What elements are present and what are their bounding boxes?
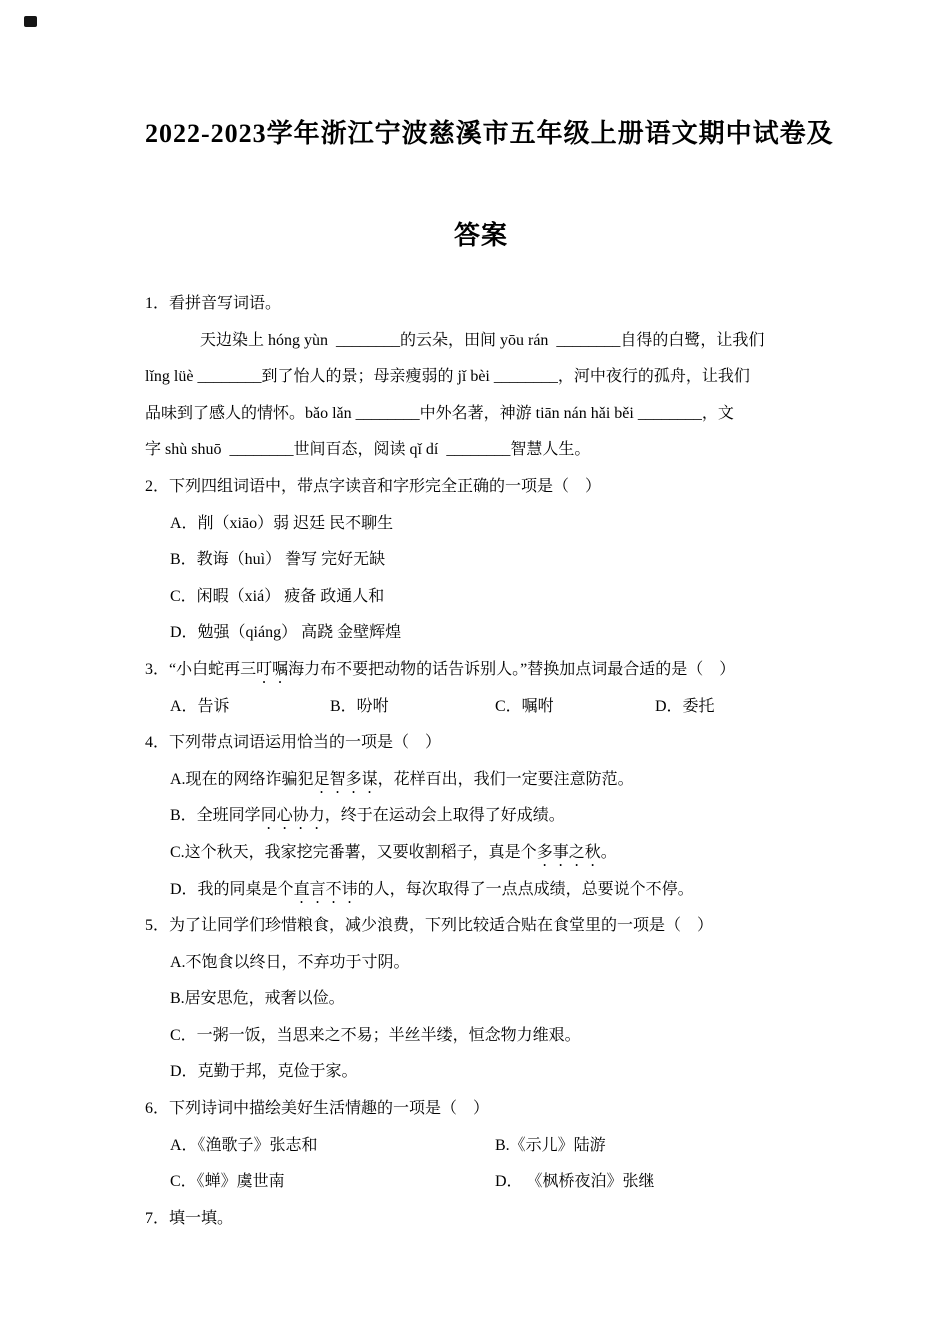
- option-line: [145, 689, 817, 726]
- question-stem: 2．下列四组词语中，带点字读音和字形完全正确的一项是（ ）: [145, 477, 602, 495]
- emphasized-word: 同心协力: [260, 807, 325, 825]
- text-segment: A.现在的网络诈骗犯: [170, 770, 314, 788]
- document-title-line2: 答案: [453, 221, 508, 250]
- question-stem: [145, 652, 817, 689]
- paragraph-line: 字 shù shuō ________世间百态，阅读 qǐ dí ________智慧人生。: [145, 441, 591, 459]
- option-item: C．《蝉》虞世南: [170, 1173, 285, 1191]
- option-line: D．勉强（qiáng） 高跷 金壁辉煌: [170, 624, 402, 642]
- option-line: A.不饱食以终日，不弃功于寸阴。: [170, 953, 410, 971]
- option-line: B．教诲（huì） 誊写 完好无缺: [170, 551, 386, 569]
- option-line: [145, 835, 817, 872]
- option-line: [145, 1164, 817, 1201]
- text-segment: ，花样百出，我们一定要注意防范。: [377, 770, 634, 788]
- emphasized-word: 足智多谋: [313, 770, 378, 788]
- option-line: D．克勤于邦，克俭于家。: [170, 1063, 358, 1081]
- text-segment: B．全班同学: [170, 807, 261, 825]
- option-item: B.《示儿》陆游: [495, 1136, 606, 1154]
- text-segment: ，终于在运动会上取得了好成绩。: [324, 807, 565, 825]
- option-item: D． 《枫桥夜泊》张继: [495, 1173, 655, 1191]
- option-item: A．告诉: [170, 697, 230, 715]
- option-line: C．闲暇（xiá） 疲备 政通人和: [170, 587, 385, 605]
- document-content: [145, 0, 834, 1237]
- question-stem: 7．填一填。: [145, 1209, 234, 1227]
- paragraph-line: lǐng lüè ________到了怡人的景；母亲瘦弱的 jǐ bèi ________，河中夜行的孤舟，让我们: [145, 368, 750, 386]
- emphasized-word: 多事之秋: [536, 843, 601, 861]
- option-line: [145, 798, 817, 835]
- option-item: C．嘱咐: [495, 697, 554, 715]
- option-line: [145, 1128, 817, 1165]
- option-line: C．一粥一饭，当思来之不易；半丝半缕，恒念物力维艰。: [170, 1026, 581, 1044]
- emphasized-word: 直言不讳: [293, 880, 358, 898]
- option-line: [145, 762, 817, 799]
- document-title-line1: 2022-2023学年浙江宁波慈溪市五年级上册语文期中试卷及: [145, 119, 834, 148]
- question-stem: 5．为了让同学们珍惜粮食，减少浪费，下列比较适合贴在食堂里的一项是（ ）: [145, 917, 714, 935]
- option-line: B.居安思危，戒奢以俭。: [170, 990, 345, 1008]
- option-item: D．委托: [655, 697, 715, 715]
- option-line: A．削（xiāo）弱 迟廷 民不聊生: [170, 514, 394, 532]
- text-segment: 。: [600, 843, 617, 861]
- option-line: [145, 872, 817, 909]
- document-body: [145, 286, 817, 1237]
- option-item: A．《渔歌子》张志和: [170, 1136, 318, 1154]
- text-segment: C.这个秋天，我家挖完番薯，又要收割稻子，真是个: [170, 843, 537, 861]
- text-segment: 海力布不要把动物的话告诉别人。”替换加点词最合适的是（ ）: [288, 660, 736, 678]
- question-stem: 1．看拼音写词语。: [145, 295, 282, 312]
- option-item: B．吩咐: [330, 697, 389, 715]
- text-segment: 的人，每次取得了一点点成绩，总要说个不停。: [357, 880, 694, 898]
- question-stem: 4．下列带点词语运用恰当的一项是（ ）: [145, 734, 442, 752]
- paragraph-line: 天边染上 hóng yùn ________的云朵，田间 yōu rán ________自得的白鹭，让我们: [200, 331, 765, 349]
- page-corner-artifact: [24, 16, 37, 27]
- question-stem: 6．下列诗词中描绘美好生活情趣的一项是（ ）: [145, 1100, 490, 1118]
- emphasized-word: 叮嘱: [256, 660, 289, 678]
- text-segment: D．我的同桌是个: [170, 880, 294, 898]
- text-segment: 3．“小白蛇再三: [145, 660, 257, 678]
- paragraph-line: 品味到了感人的情怀。bǎo lǎn ________中外名著，神游 tiān nán hǎi běi ________，文: [145, 404, 734, 422]
